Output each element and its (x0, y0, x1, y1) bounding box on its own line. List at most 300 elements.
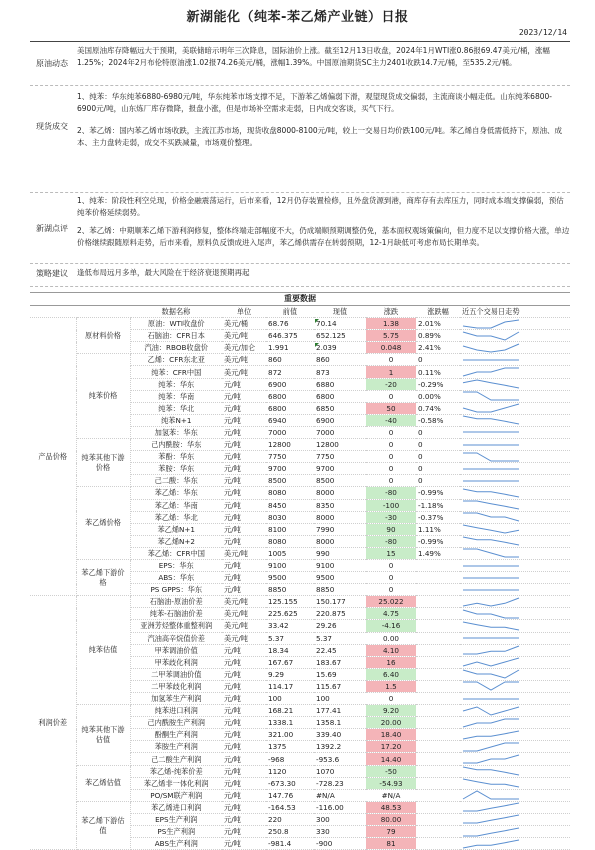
cell-prev: -164.53 (266, 801, 314, 813)
cell-change-pct (416, 789, 460, 801)
cell-change: -80 (366, 487, 416, 499)
cell-cur: 8500 (314, 475, 366, 487)
cell-name: 纯苯：华北 (130, 402, 222, 414)
cell-change: 20.00 (366, 717, 416, 729)
cell-name: 苯乙烯非一体化利润 (130, 777, 222, 789)
table-body (30, 318, 570, 850)
cell-cur: 29.26 (314, 620, 366, 632)
cell-change: 9.20 (366, 705, 416, 717)
cell-change-pct (416, 426, 460, 438)
cell-change-pct (416, 354, 460, 366)
trend-sparkline (461, 367, 521, 377)
sparkline-path (463, 767, 519, 775)
cell-change-pct (416, 705, 460, 717)
trend-sparkline (461, 778, 521, 788)
key-data-table (30, 306, 570, 850)
cell-prev: 6940 (266, 414, 314, 426)
cell-change-pct (416, 632, 460, 644)
change-pct-value: 0 (418, 452, 423, 462)
trend-sparkline (461, 573, 521, 583)
table-row (30, 801, 570, 813)
cell-name: 汽油：RBOB收盘价 (130, 342, 222, 354)
sparkline-path (463, 404, 519, 412)
cell-change-pct (416, 765, 460, 777)
section-paragraph: 2、苯乙烯：中期顺苯乙烯下游利润修复，整体终端走部幅度不大，仍成端顺预期调整仍免，基本面权观场策偏向，但力度不足以支撑价格大涨，单边价格继续跟随原料走势，后市来看，原料负反馈成进入尾声，苯乙烯供需存在转弱预期，12-1月缺低可考虑布局长期单卖。 (77, 226, 570, 247)
cell-name: 二甲苯调油价值 (130, 668, 222, 680)
cell-change: 80.00 (366, 813, 416, 825)
section-paragraph: 2、苯乙烯：国内苯乙烯市场收跌，主流江苏市场，现货收盘8000-8100元/吨，较上一交易日均价跌100元/吨。苯乙烯自身低需低持下，原油、成本、主力盘转走弱，成交不买跌减量，市场观价整理。 (77, 126, 563, 147)
cell-change-pct (416, 584, 460, 596)
section-label: 策略建议 (36, 269, 68, 278)
trend-sparkline (461, 694, 521, 704)
cell-name: 苯酚：华东 (130, 451, 222, 463)
cell-change: 0 (366, 584, 416, 596)
cell-change-pct (416, 608, 460, 620)
change-pct-value: -1.18% (418, 500, 444, 510)
cell-change: 90 (366, 523, 416, 535)
cell-change-pct (416, 499, 460, 511)
trend-sparkline (461, 500, 521, 510)
cell-change-pct (416, 753, 460, 765)
trend-sparkline (461, 633, 521, 643)
cell-prev: 8080 (266, 487, 314, 499)
cell-cur: 15.69 (314, 668, 366, 680)
cell-trend (460, 475, 570, 487)
trend-sparkline (461, 331, 521, 341)
cell-trend (460, 414, 570, 426)
cell-cur: 8000 (314, 511, 366, 523)
table-header-row (30, 306, 570, 318)
cell-unit: 元/吨 (222, 402, 266, 414)
cell-change-pct (416, 414, 460, 426)
cell-name: EPS：华东 (130, 559, 222, 571)
cell-trend (460, 620, 570, 632)
table-title: 重要数据 (30, 292, 570, 306)
cell-change: 18.40 (366, 729, 416, 741)
cell-change: 0 (366, 451, 416, 463)
trend-sparkline (461, 621, 521, 631)
cell-prev: 1375 (266, 741, 314, 753)
change-pct-value: -0.37% (418, 512, 444, 522)
cell-trend (460, 632, 570, 644)
cell-cur: 330 (314, 826, 366, 838)
cell-cur: 990 (314, 547, 366, 559)
trend-sparkline (461, 548, 521, 558)
cell-cur: 339.40 (314, 729, 366, 741)
cell-prev: 114.17 (266, 680, 314, 692)
cell-change-pct (416, 330, 460, 342)
sparkline-path (463, 610, 519, 618)
cell-change: 0 (366, 426, 416, 438)
cell-cur: 860 (314, 354, 366, 366)
cell-change-pct (416, 318, 460, 330)
cell-prev: 860 (266, 354, 314, 366)
header-cur: 现值 (314, 306, 366, 318)
cell-change-pct (416, 826, 460, 838)
change-pct-value: -0.58% (418, 415, 444, 425)
cell-name: 亚洲芳烃整体重整利润 (130, 620, 222, 632)
cell-name: 苯乙烯：华北 (130, 511, 222, 523)
sparkline-path (463, 332, 519, 340)
cell-change-pct (416, 596, 460, 608)
cell-change-pct (416, 693, 460, 705)
cell-cur: 1392.2 (314, 741, 366, 753)
trend-sparkline (461, 669, 521, 679)
cell-prev: 225.625 (266, 608, 314, 620)
cell-cur: 9500 (314, 572, 366, 584)
cell-unit: 元/吨 (222, 729, 266, 741)
cell-prev: 100 (266, 693, 314, 705)
cell-cur: 9100 (314, 559, 366, 571)
cell-change: -4.16 (366, 620, 416, 632)
cell-name: 纯苯-石脑油价差 (130, 608, 222, 620)
trend-sparkline (461, 440, 521, 450)
cell-name: 苯乙烯-纯苯价差 (130, 765, 222, 777)
trend-sparkline (461, 681, 521, 691)
change-pct-value: 0.74% (418, 403, 441, 413)
cell-prev: 872 (266, 366, 314, 378)
sparkline-path (463, 755, 519, 763)
cell-trend (460, 572, 570, 584)
cell-prev: 6800 (266, 390, 314, 402)
cell-unit: 元/吨 (222, 680, 266, 692)
cell-change: 0 (366, 559, 416, 571)
cell-cur: #N/A (314, 789, 366, 801)
cell-unit: 元/吨 (222, 511, 266, 523)
cell-trend (460, 451, 570, 463)
section-paragraph: 1、纯苯：华东纯苯6880-6980元/吨，华东纯苯市场支撑不足，下游苯乙烯偏弱下滑，观望现货成交偏弱，主流商谈小幅走低。山东纯苯6800-6900元/吨，山东炼厂库存微降，报盘小涨，但是市场补空需求走弱，日内成交客谈，买气下行。 (77, 92, 552, 113)
cell-prev: 250.8 (266, 826, 314, 838)
cell-change: 4.75 (366, 608, 416, 620)
cell-change-pct (416, 463, 460, 475)
cell-unit: 元/吨 (222, 801, 266, 813)
cell-cur: 183.67 (314, 656, 366, 668)
cell-change: 1.38 (366, 318, 416, 330)
sparkline-path (463, 731, 519, 739)
cell-change: 1 (366, 366, 416, 378)
cell-cur: 115.67 (314, 680, 366, 692)
cell-prev: 1338.1 (266, 717, 314, 729)
table-row (30, 559, 570, 571)
trend-sparkline (461, 718, 521, 728)
sparkline-path (463, 743, 519, 751)
trend-sparkline (461, 730, 521, 740)
cell-trend (460, 342, 570, 354)
cell-trend (460, 753, 570, 765)
cell-unit: 元/吨 (222, 705, 266, 717)
cell-cur: 6850 (314, 402, 366, 414)
trend-sparkline (461, 742, 521, 752)
cell-prev: 321.00 (266, 729, 314, 741)
cell-change-pct (416, 366, 460, 378)
cell-prev: 8500 (266, 475, 314, 487)
cell-cur: 150.177 (314, 596, 366, 608)
sparkline-path (463, 453, 519, 461)
cell-change-pct (416, 777, 460, 789)
cell-unit: 元/吨 (222, 826, 266, 838)
cell-change: 15 (366, 547, 416, 559)
cell-change: 0 (366, 475, 416, 487)
cell-change-pct (416, 717, 460, 729)
cell-prev: 9.29 (266, 668, 314, 680)
trend-sparkline (461, 379, 521, 389)
change-pct-value: -0.99% (418, 536, 444, 546)
header-trend: 近五个交易日走势 (460, 306, 570, 318)
trend-sparkline (461, 754, 521, 764)
cell-prev: 8030 (266, 511, 314, 523)
change-pct-value: 0.11% (418, 367, 441, 377)
cell-unit: 元/吨 (222, 717, 266, 729)
cell-name: 苯乙烯N+2 (130, 535, 222, 547)
sparkline-path (463, 828, 519, 836)
cell-change-pct (416, 644, 460, 656)
cell-unit: 元/吨 (222, 487, 266, 499)
cell-prev: 7750 (266, 451, 314, 463)
trend-sparkline (461, 464, 521, 474)
cell-trend (460, 717, 570, 729)
cell-prev: 5.37 (266, 632, 314, 644)
sparkline-path (463, 525, 519, 533)
cell-trend (460, 741, 570, 753)
section-body (77, 195, 570, 249)
cell-name: 二甲苯歧化利润 (130, 680, 222, 692)
header-prev: 前值 (266, 306, 314, 318)
cell-change: -54.93 (366, 777, 416, 789)
cell-change-pct (416, 741, 460, 753)
cell-change: 0 (366, 463, 416, 475)
cell-cur: 7000 (314, 426, 366, 438)
trend-sparkline (461, 766, 521, 776)
cell-cur: 6900 (314, 414, 366, 426)
cell-change: 0 (366, 439, 416, 451)
cell-change: 5.75 (366, 330, 416, 342)
cell-name: 石脑油-原油价差 (130, 596, 222, 608)
cell-prev: 33.42 (266, 620, 314, 632)
cell-unit: 美元/吨 (222, 330, 266, 342)
section-body (77, 91, 570, 149)
cell-prev: 6800 (266, 402, 314, 414)
cell-name: 甲苯歧化利润 (130, 656, 222, 668)
trend-sparkline (461, 476, 521, 486)
cell-change: 4.10 (366, 644, 416, 656)
cell-unit: 元/吨 (222, 475, 266, 487)
cell-cur: 8350 (314, 499, 366, 511)
cell-cur: 9700 (314, 463, 366, 475)
header-blank (30, 306, 76, 318)
cell-change: 16 (366, 656, 416, 668)
cell-cur: -953.6 (314, 753, 366, 765)
cell-change: 14.40 (366, 753, 416, 765)
cell-name: 苯胺生产利润 (130, 741, 222, 753)
cell-prev: 125.155 (266, 596, 314, 608)
cell-trend (460, 584, 570, 596)
cell-name: 乙烯：CFR东北亚 (130, 354, 222, 366)
cell-name: 汽油高辛烷值价差 (130, 632, 222, 644)
sparkline-path (463, 622, 519, 630)
cell-change: -40 (366, 414, 416, 426)
subgroup-label: 苯乙烯价格 (76, 487, 130, 560)
cell-change-pct (416, 572, 460, 584)
cell-name: 原油：WTI收盘价 (130, 318, 222, 330)
report-date: 2023/12/14 (518, 28, 567, 37)
cell-change-pct (416, 475, 460, 487)
cell-prev: 8080 (266, 535, 314, 547)
change-pct-value: 0 (418, 427, 423, 437)
cell-name: 加氢苯生产利润 (130, 693, 222, 705)
sparkline-path (463, 380, 519, 388)
cell-prev: 147.76 (266, 789, 314, 801)
cell-unit: 元/吨 (222, 523, 266, 535)
trend-sparkline (461, 488, 521, 498)
cell-trend (460, 813, 570, 825)
cell-unit: 元/吨 (222, 777, 266, 789)
cell-change-pct (416, 668, 460, 680)
trend-sparkline (461, 802, 521, 812)
section-body (77, 45, 570, 69)
cell-trend (460, 596, 570, 608)
up-marker-icon (315, 343, 319, 347)
cell-prev: 68.76 (266, 318, 314, 330)
cell-change-pct (416, 342, 460, 354)
cell-change: 50 (366, 402, 416, 414)
cell-change-pct (416, 838, 460, 850)
section-crude-oil (30, 43, 570, 86)
cell-cur: 6800 (314, 390, 366, 402)
subgroup-label: 苯乙烯估值 (76, 765, 130, 801)
cell-name: ABS：华东 (130, 572, 222, 584)
cell-unit: 元/吨 (222, 378, 266, 390)
table-row (30, 354, 570, 366)
cell-change: -20 (366, 378, 416, 390)
cell-trend (460, 390, 570, 402)
cell-unit: 元/吨 (222, 535, 266, 547)
cell-change: 1.5 (366, 680, 416, 692)
subgroup-label: 原材料价格 (76, 318, 130, 354)
cell-cur: 177.41 (314, 705, 366, 717)
cell-cur: 652.125 (314, 330, 366, 342)
trend-sparkline (461, 512, 521, 522)
cell-prev: 220 (266, 813, 314, 825)
cell-prev: 9500 (266, 572, 314, 584)
subgroup-label: 纯苯价格 (76, 354, 130, 439)
up-marker-icon (315, 319, 319, 323)
sparkline-path (463, 707, 519, 715)
cell-change: #N/A (366, 789, 416, 801)
cell-cur: 22.45 (314, 644, 366, 656)
cell-name: 苯乙烯：华东 (130, 487, 222, 499)
cell-name: 苯乙烯N+1 (130, 523, 222, 535)
report-title: 新湖能化（纯苯-苯乙烯产业链）日报 (186, 10, 409, 25)
cell-name: 苯乙烯进口利润 (130, 801, 222, 813)
change-pct-value: 0.00% (418, 391, 441, 401)
trend-sparkline (461, 427, 521, 437)
key-data-table-container (30, 292, 570, 850)
cell-name: 纯苯：CFR中国 (130, 366, 222, 378)
sparkline-path (463, 392, 519, 400)
cell-change: 0 (366, 693, 416, 705)
cell-unit: 元/吨 (222, 741, 266, 753)
cell-prev: 7000 (266, 426, 314, 438)
cell-trend (460, 608, 570, 620)
header-change: 涨跌 (366, 306, 416, 318)
cell-cur: -116.00 (314, 801, 366, 813)
cell-change-pct (416, 487, 460, 499)
cell-trend (460, 402, 570, 414)
section-commentary (30, 193, 570, 264)
cell-prev: 12800 (266, 439, 314, 451)
cell-change-pct (416, 547, 460, 559)
cell-change: 17.20 (366, 741, 416, 753)
sparkline-path (463, 598, 519, 606)
cell-unit: 美元/桶 (222, 318, 266, 330)
cell-change-pct (416, 402, 460, 414)
cell-change-pct (416, 801, 460, 813)
cell-unit: 元/吨 (222, 451, 266, 463)
change-pct-value: -0.29% (418, 379, 444, 389)
sparkline-path (463, 815, 519, 823)
cell-unit: 元/吨 (222, 559, 266, 571)
cell-change: 0.048 (366, 342, 416, 354)
cell-trend (460, 547, 570, 559)
cell-unit: 美元/吨 (222, 620, 266, 632)
cell-trend (460, 511, 570, 523)
section-paragraph: 1、纯苯：阶段性利空兑现，价格金融震荡运行，后市来看，12月仍存装置检修，且外盘货源到港，商库存有去库压力，同时成本端支撑偏弱，预估纯苯价格延续弱势。 (77, 196, 564, 217)
cell-trend (460, 705, 570, 717)
cell-cur: 8000 (314, 487, 366, 499)
cell-name: EPS生产利润 (130, 813, 222, 825)
cell-unit: 元/吨 (222, 414, 266, 426)
header-unit: 单位 (222, 306, 266, 318)
cell-prev: 9700 (266, 463, 314, 475)
cell-change-pct (416, 439, 460, 451)
section-label: 原油动态 (36, 59, 68, 68)
cell-change: 0 (366, 354, 416, 366)
cell-unit: 美元/吨 (222, 632, 266, 644)
trend-sparkline (461, 452, 521, 462)
header-blank (76, 306, 130, 318)
cell-name: 纯苯N+1 (130, 414, 222, 426)
cell-prev: 8450 (266, 499, 314, 511)
cell-cur: -900 (314, 838, 366, 850)
sparkline-path (463, 682, 519, 690)
cell-unit: 元/吨 (222, 426, 266, 438)
cell-name: 纯苯：华东 (130, 378, 222, 390)
cell-cur: 220.875 (314, 608, 366, 620)
cell-change-pct (416, 523, 460, 535)
cell-cur: 7990 (314, 523, 366, 535)
cell-name: 纯苯：华南 (130, 390, 222, 402)
change-pct-value: 2.01% (418, 319, 441, 329)
trend-sparkline (461, 706, 521, 716)
trend-sparkline (461, 657, 521, 667)
sparkline-path (463, 658, 519, 666)
cell-unit: 美元/吨 (222, 354, 266, 366)
cell-unit: 美元/加仑 (222, 342, 266, 354)
cell-trend (460, 499, 570, 511)
cell-trend (460, 765, 570, 777)
cell-change-pct (416, 813, 460, 825)
cell-trend (460, 838, 570, 850)
cell-trend (460, 668, 570, 680)
cell-trend (460, 535, 570, 547)
change-pct-value: 0 (418, 464, 423, 474)
cell-trend (460, 318, 570, 330)
cell-unit: 美元/吨 (222, 596, 266, 608)
sparkline-path (463, 320, 519, 328)
change-pct-value: 0 (418, 440, 423, 450)
subgroup-label: 纯苯其他下游价格 (76, 439, 130, 487)
sparkline-path (463, 791, 519, 799)
